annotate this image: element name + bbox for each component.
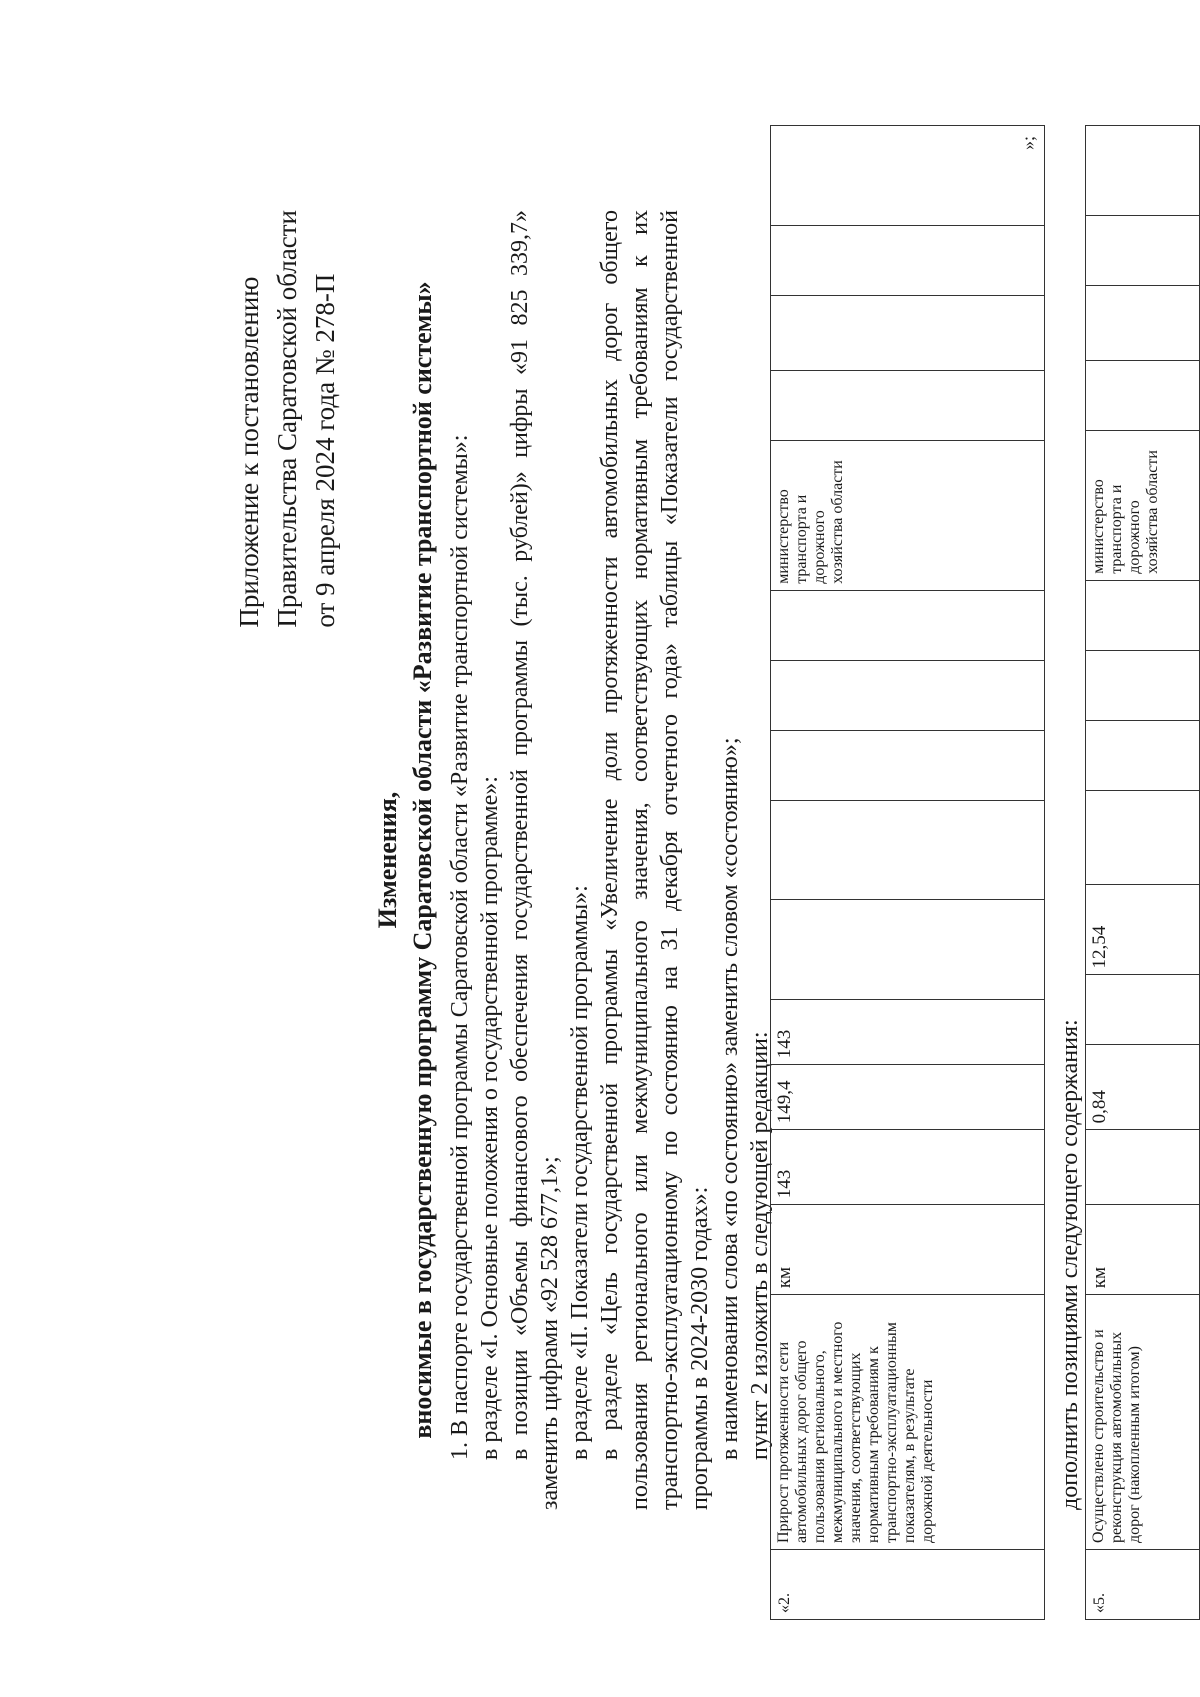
document-title bbox=[370, 60, 440, 1660]
empty-cell bbox=[1086, 360, 1200, 430]
appendix-header bbox=[230, 210, 344, 628]
empty-cell bbox=[1086, 720, 1200, 790]
empty-cell bbox=[771, 370, 1045, 440]
value-cell-2: 12,54 bbox=[1086, 885, 1200, 975]
title-line-1: Изменения, bbox=[373, 791, 402, 929]
empty-cell bbox=[1086, 285, 1200, 360]
empty-cell bbox=[771, 295, 1045, 370]
responsible-cell: министерство транспорта и дорожного хозяйства области bbox=[1086, 430, 1200, 580]
table-row bbox=[1086, 126, 1200, 1620]
indicator-name: Прирост протяженности сети автомобильных дорог общего пользования регионального, межмуниципального и местного значения, соответствующих нормативным требованиям к транспортно-эксплуатационным показателям, в результате дорожной деятельности bbox=[771, 1295, 1045, 1550]
value-cell-3: 143 bbox=[771, 1000, 1045, 1065]
unit-cell: км bbox=[1086, 1205, 1200, 1295]
empty-cell bbox=[771, 660, 1045, 730]
paragraph-2: в разделе «I. Основные положения о государственной программе»: bbox=[477, 776, 503, 1460]
empty-cell bbox=[1086, 126, 1200, 216]
indicator-name: Осуществлено строительство и реконструкция автомобильных дорог (накопленным итогом) bbox=[1086, 1295, 1200, 1550]
document-body bbox=[445, 210, 775, 1510]
empty-cell bbox=[771, 800, 1045, 900]
add-positions-line: дополнить позициями следующего содержания: bbox=[1057, 1019, 1083, 1510]
value-cell-2: 149,4 bbox=[771, 1065, 1045, 1130]
empty-cell bbox=[1086, 580, 1200, 650]
responsible-cell: министерство транспорта и дорожного хозяйства области bbox=[771, 440, 1045, 590]
empty-cell bbox=[1086, 650, 1200, 720]
paragraph-3: в позиции «Объемы финансового обеспечения государственной программы (тыс. рублей)» цифры «91 825 339,7» заменить цифрами «92 528 677,1»; bbox=[507, 210, 563, 1510]
last-cell bbox=[771, 126, 1045, 226]
paragraph-5: в разделе «Цель государственной программы «Увеличение доли протяженности автомобильных дорог общего пользования регионального или межмуниципального значения, соответствующих нормативным требованиям к их транспортно-эксплуатационному по состоянию на 31 декабря отчетного года» таблицы «Показатели государственной программы в 2024-2030 годах»: bbox=[597, 210, 713, 1510]
paragraph-4: в разделе «II. Показатели государственной программы»: bbox=[567, 885, 593, 1460]
indicator-table-2 bbox=[1085, 125, 1200, 1620]
paragraph-7: пункт 2 изложить в следующей редакции: bbox=[747, 1031, 773, 1460]
empty-cell bbox=[771, 900, 1045, 1000]
paragraph-1: 1. В паспорте государственной программы Саратовской области «Развитие транспортной системы»: bbox=[447, 434, 473, 1460]
unit-cell: км bbox=[771, 1205, 1045, 1295]
table-row bbox=[771, 126, 1045, 1620]
appendix-line-3: от 9 апреля 2024 года № 278-П bbox=[310, 273, 340, 628]
appendix-line-2: Правительства Саратовской области bbox=[272, 210, 302, 628]
value-cell-1: 0,84 bbox=[1086, 1045, 1200, 1130]
value-cell-1: 143 bbox=[771, 1130, 1045, 1205]
empty-cell bbox=[1086, 1130, 1200, 1205]
empty-cell bbox=[771, 226, 1045, 296]
row-number: «2. bbox=[771, 1550, 1045, 1620]
closing-quote: »; bbox=[1018, 136, 1038, 151]
empty-cell bbox=[1086, 790, 1200, 885]
row-number: «5. bbox=[1086, 1550, 1200, 1620]
title-line-2: вносимые в государственную программу Саратовской области «Развитие транспортной системы» bbox=[408, 281, 437, 1439]
paragraph-6: в наименовании слова «по состоянию» заменить словом «состоянию»; bbox=[717, 737, 743, 1460]
empty-cell bbox=[771, 590, 1045, 660]
empty-cell bbox=[771, 730, 1045, 800]
empty-cell bbox=[1086, 975, 1200, 1045]
appendix-line-1: Приложение к постановлению bbox=[234, 276, 264, 628]
rotated-document bbox=[80, 60, 1200, 1660]
indicator-table-1 bbox=[770, 125, 1045, 1620]
empty-cell bbox=[1086, 216, 1200, 286]
